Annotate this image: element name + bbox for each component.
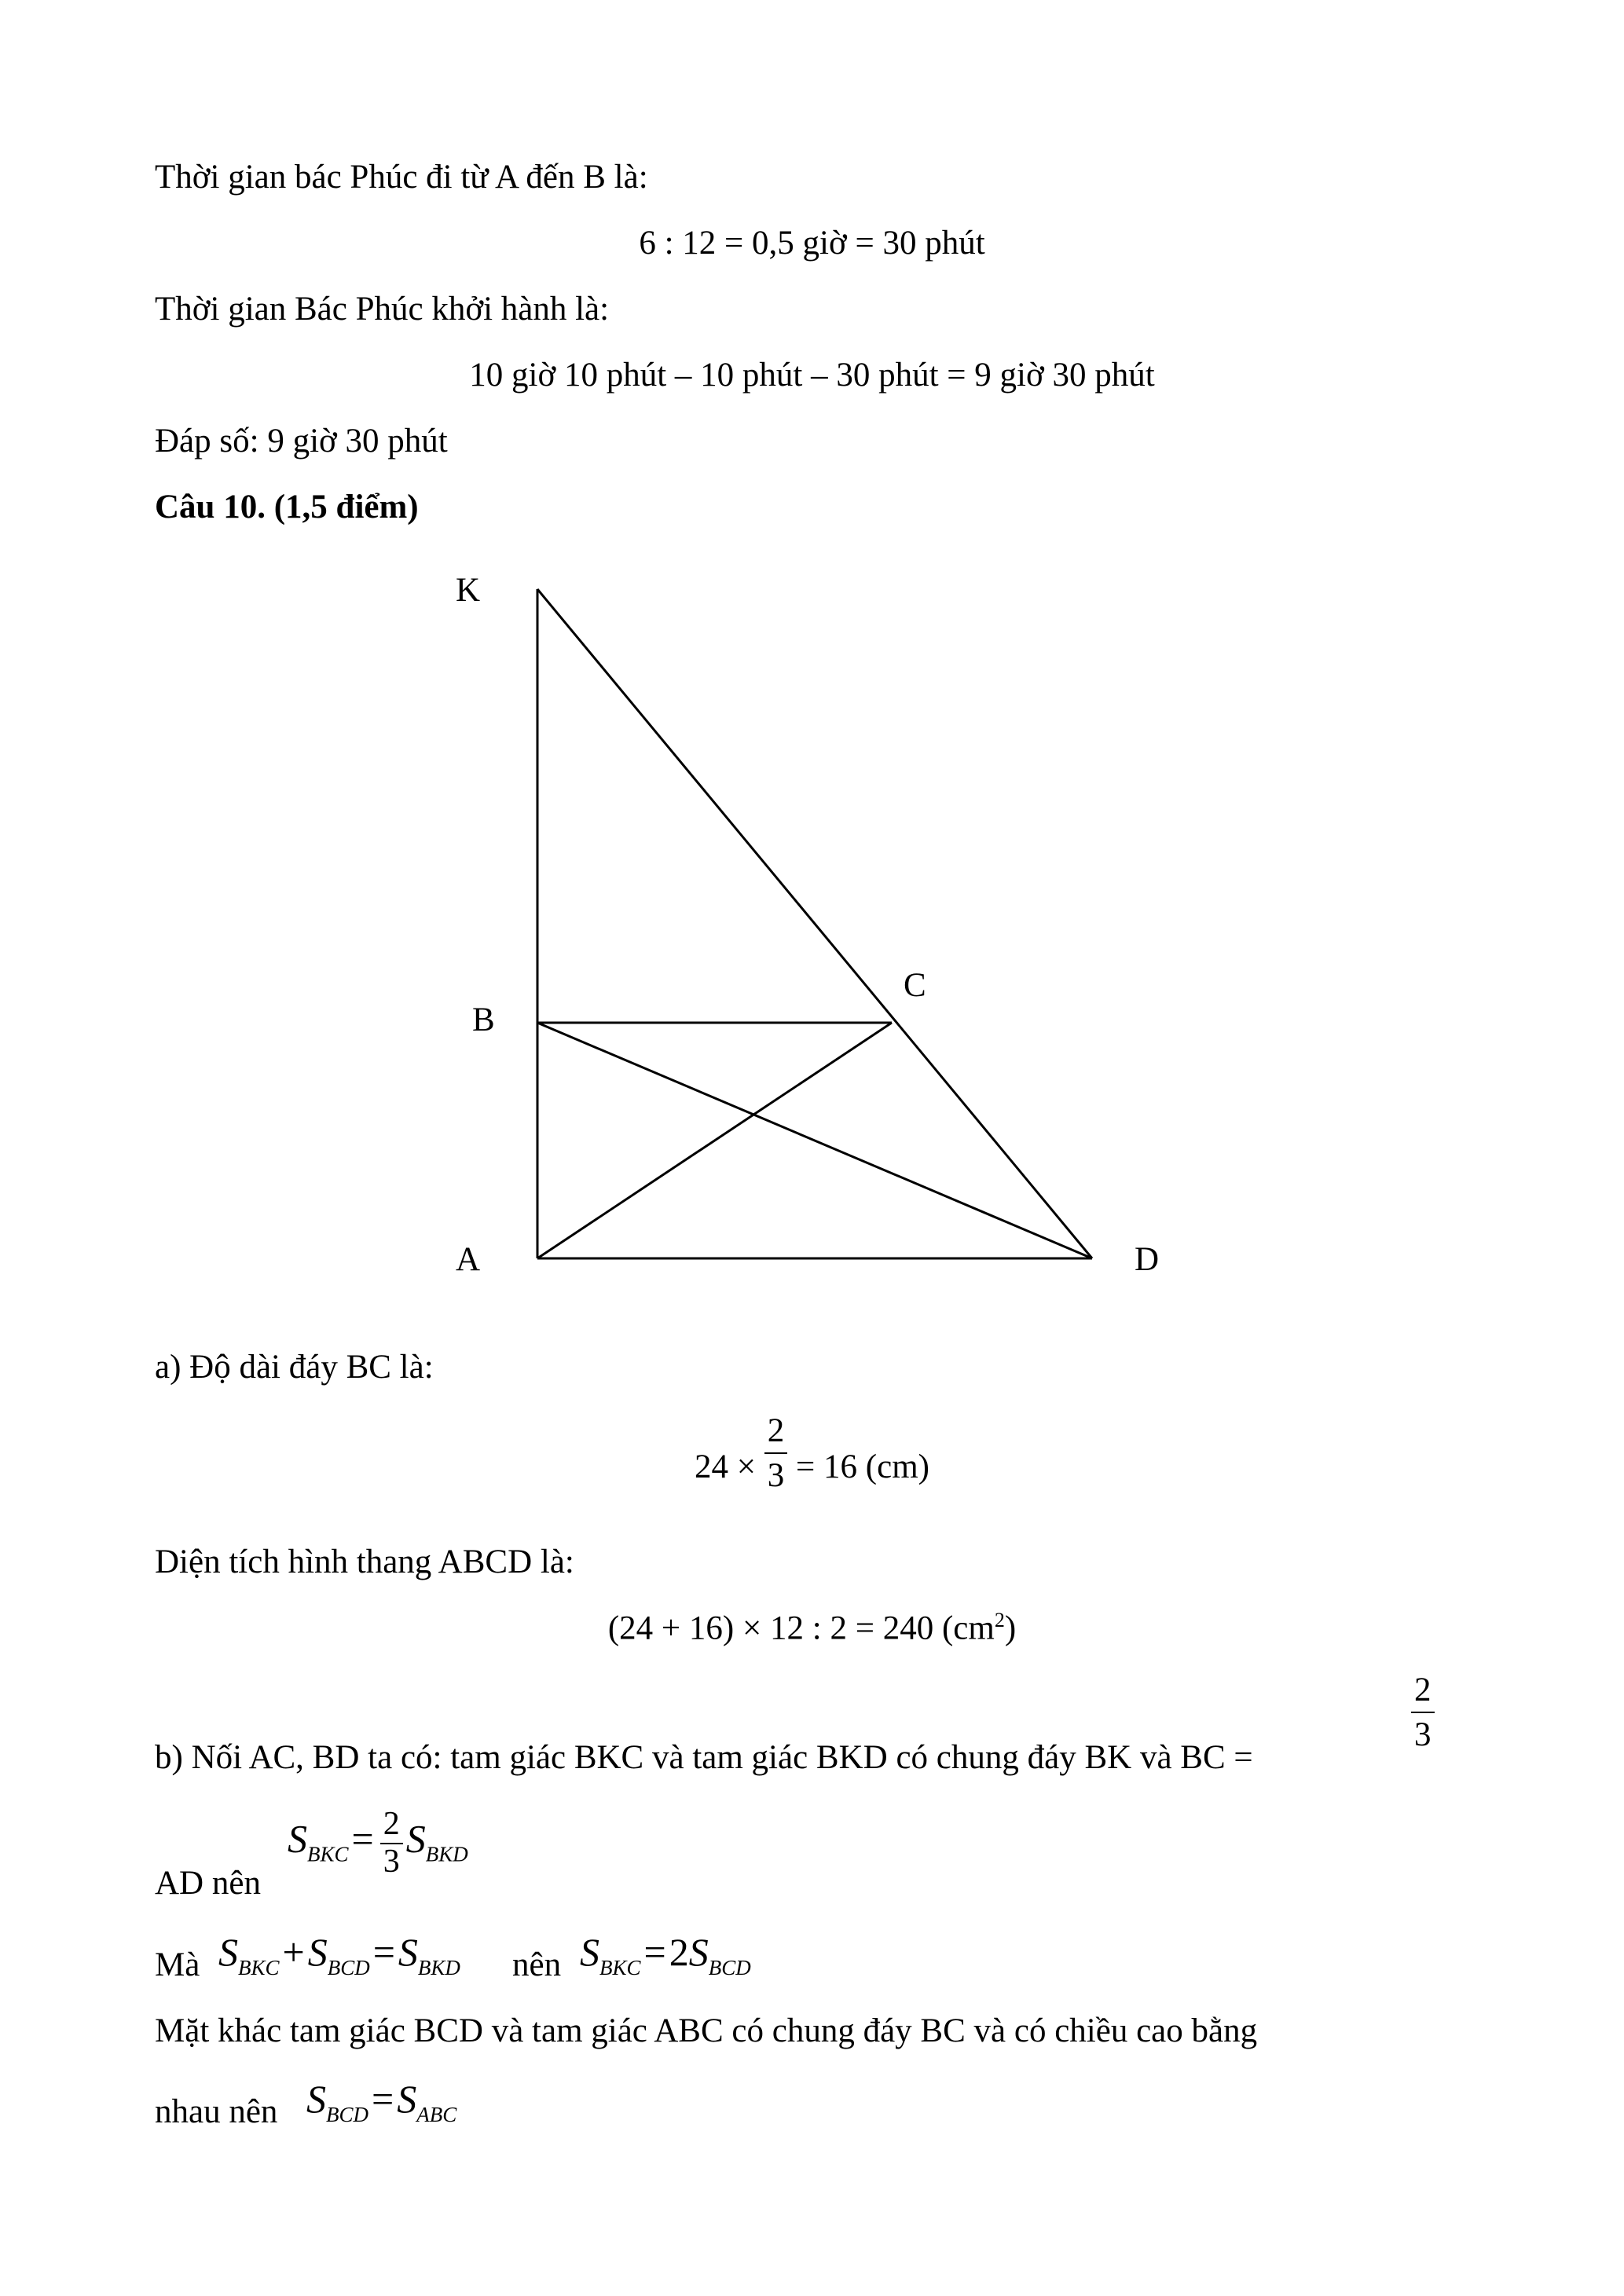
text-line-time-a-to-b: Thời gian bác Phúc đi từ A đến B là:	[155, 159, 648, 196]
fraction-denominator: 3	[1414, 1716, 1432, 1754]
part-b-text: b) Nối AC, BD ta có: tam giác BKC và tam giác BKD có chung đáy BK và BC =	[155, 1739, 1253, 1776]
formula-sbkc-two-sbcd: $S_{BKC}=2S_{BCD}$	[580, 1930, 751, 1979]
text-mat-khac: Mặt khác tam giác BCD và tam giác ABC có chung đáy BC và có chiều cao bằng	[155, 2012, 1258, 2049]
calc-area	[0, 1608, 1624, 1649]
calc-area-main: (24 + 16) × 12 : 2 = 240 (cm	[607, 1609, 995, 1647]
part-a-title: a) Độ dài đáy BC là:	[155, 1349, 434, 1386]
formula-sbcd-sabc: $S_{BCD}=S_{ABC}$	[306, 2077, 457, 2126]
point-label-a: A	[456, 1241, 481, 1278]
calc-bc-length	[0, 1412, 1624, 1495]
formula-fraction: $\frac{2}{3}$	[380, 1807, 403, 1879]
text-line-departure-time: Thời gian Bác Phúc khởi hành là:	[155, 291, 610, 328]
formula-sbkc-two-thirds-sbkd: $S_{BKC}=$ $\frac{2}{3}$ $S_{BKD}$	[288, 1806, 468, 1880]
segment-kd	[537, 589, 1092, 1258]
fraction-denominator: 3	[767, 1457, 785, 1495]
answer-line: Đáp số: 9 giờ 30 phút	[155, 423, 448, 460]
segment-bd	[537, 1023, 1092, 1258]
point-label-d: D	[1135, 1241, 1160, 1278]
text-nen: nên	[512, 1946, 562, 1983]
segment-ac	[537, 1023, 892, 1258]
calc-area-exponent: 2	[994, 1609, 1005, 1631]
point-label-k: K	[456, 572, 481, 609]
question-heading: Câu 10. (1,5 điểm)	[155, 489, 419, 525]
formula-sum-areas: $S_{BKC}+S_{BCD}=S_{BKD}$	[218, 1930, 460, 1979]
fraction-bc-ad	[1411, 1672, 1435, 1754]
text-nhau-nen: nhau nên	[155, 2093, 278, 2130]
calc-time-a-to-b: 6 : 12 = 0,5 giờ = 30 phút	[639, 225, 985, 262]
text-ma: Mà	[155, 1946, 200, 1983]
fraction-two-thirds	[764, 1412, 788, 1495]
part-b-cont: AD nên	[155, 1865, 261, 1902]
calc-bc-prefix: 24 ×	[695, 1448, 757, 1485]
calc-area-close: )	[1004, 1609, 1017, 1647]
area-title: Diện tích hình thang ABCD là:	[155, 1543, 574, 1580]
point-label-c: C	[904, 967, 926, 1004]
fraction-numerator: 2	[1411, 1672, 1435, 1713]
point-label-b: B	[472, 1002, 495, 1038]
calc-bc-result: = 16 (cm)	[796, 1448, 929, 1485]
calc-departure-time: 10 giờ 10 phút – 10 phút – 30 phút = 9 giờ 30 phút	[469, 357, 1155, 394]
fraction-numerator: 2	[764, 1412, 788, 1454]
